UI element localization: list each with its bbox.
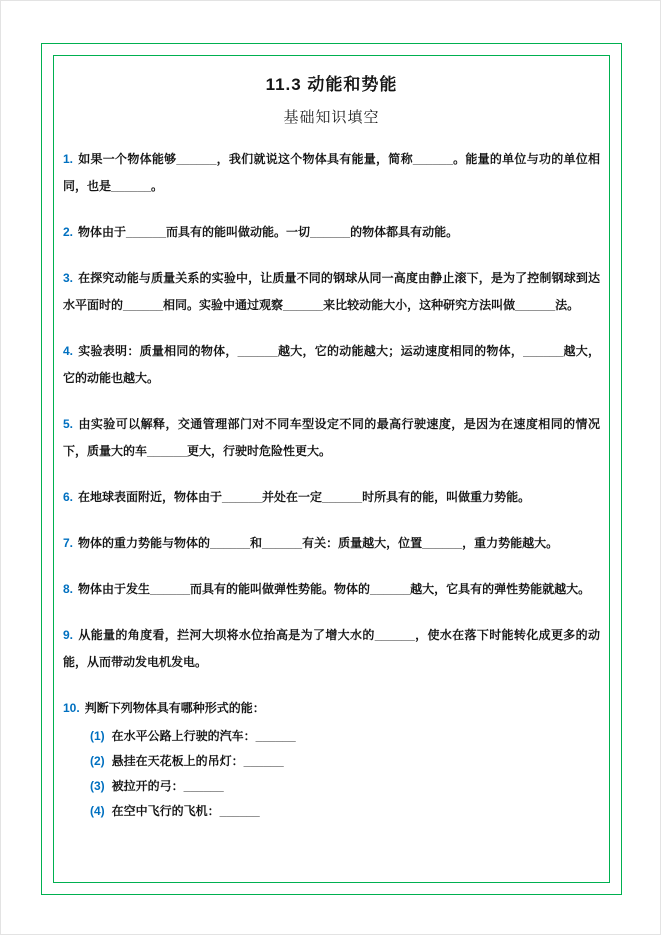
sub-item-text: 在空中飞行的飞机：______ — [111, 804, 260, 818]
sub-item-2 — [63, 749, 600, 774]
question-5 — [63, 411, 600, 465]
question-number: 10. — [63, 701, 80, 715]
question-number: 5. — [63, 417, 74, 431]
sub-item-text: 悬挂在天花板上的吊灯：______ — [111, 754, 284, 768]
question-1 — [63, 146, 600, 200]
question-6 — [63, 484, 600, 511]
page-subtitle: 基础知识填空 — [283, 109, 380, 126]
question-text: 实验表明：质量相同的物体，______越大，它的动能越大；运动速度相同的物体，______越大，它的动能也越大。 — [63, 344, 600, 385]
sub-item-label: (3) — [90, 779, 105, 793]
question-4 — [63, 338, 600, 392]
question-9 — [63, 622, 600, 676]
sub-item-1 — [63, 724, 600, 749]
sub-item-text: 被拉开的弓：______ — [111, 779, 224, 793]
question-text: 在地球表面附近，物体由于______并处在一定______时所具有的能，叫做重力势能。 — [78, 490, 531, 504]
question-10 — [63, 695, 600, 722]
sub-item-4 — [63, 799, 600, 824]
sub-item-3 — [63, 774, 600, 799]
question-text: 物体的重力势能与物体的______和______有关：质量越大，位置______，重力势能越大。 — [78, 536, 559, 550]
question-number: 9. — [63, 628, 74, 642]
question-text: 由实验可以解释，交通管理部门对不同车型设定不同的最高行驶速度，是因为在速度相同的情况下，质量大的车______更大，行驶时危险性更大。 — [63, 417, 600, 458]
question-text: 从能量的角度看，拦河大坝将水位抬高是为了增大水的______，使水在落下时能转化成更多的动能，从而带动发电机发电。 — [63, 628, 600, 669]
page-title: 11.3 动能和势能 — [265, 75, 398, 94]
question-number: 1. — [63, 152, 74, 166]
question-text: 在探究动能与质量关系的实验中，让质量不同的钢球从同一高度由静止滚下，是为了控制钢球到达水平面时的______相同。实验中通过观察______来比较动能大小，这种研究方法叫做______法。 — [63, 271, 600, 312]
sub-item-label: (2) — [90, 754, 105, 768]
question-number: 4. — [63, 344, 74, 358]
question-number: 3. — [63, 271, 74, 285]
outer-border-frame — [41, 43, 622, 895]
question-text: 物体由于______而具有的能叫做动能。一切______的物体都具有动能。 — [78, 225, 459, 239]
sub-item-text: 在水平公路上行驶的汽车：______ — [111, 729, 296, 743]
sub-item-label: (1) — [90, 729, 105, 743]
question-text: 物体由于发生______而具有的能叫做弹性势能。物体的______越大，它具有的弹性势能就越大。 — [78, 582, 591, 596]
question-text: 如果一个物体能够______，我们就说这个物体具有能量，简称______。能量的单位与功的单位相同，也是______。 — [63, 152, 600, 193]
question-3 — [63, 265, 600, 319]
question-10-sub-items — [63, 724, 600, 824]
sub-item-label: (4) — [90, 804, 105, 818]
question-number: 2. — [63, 225, 74, 239]
question-number: 7. — [63, 536, 74, 550]
question-8 — [63, 576, 600, 603]
question-2 — [63, 219, 600, 246]
question-number: 6. — [63, 490, 74, 504]
inner-border-frame — [53, 55, 610, 883]
question-7 — [63, 530, 600, 557]
question-text: 判断下列物体具有哪种形式的能： — [84, 701, 265, 715]
question-number: 8. — [63, 582, 74, 596]
